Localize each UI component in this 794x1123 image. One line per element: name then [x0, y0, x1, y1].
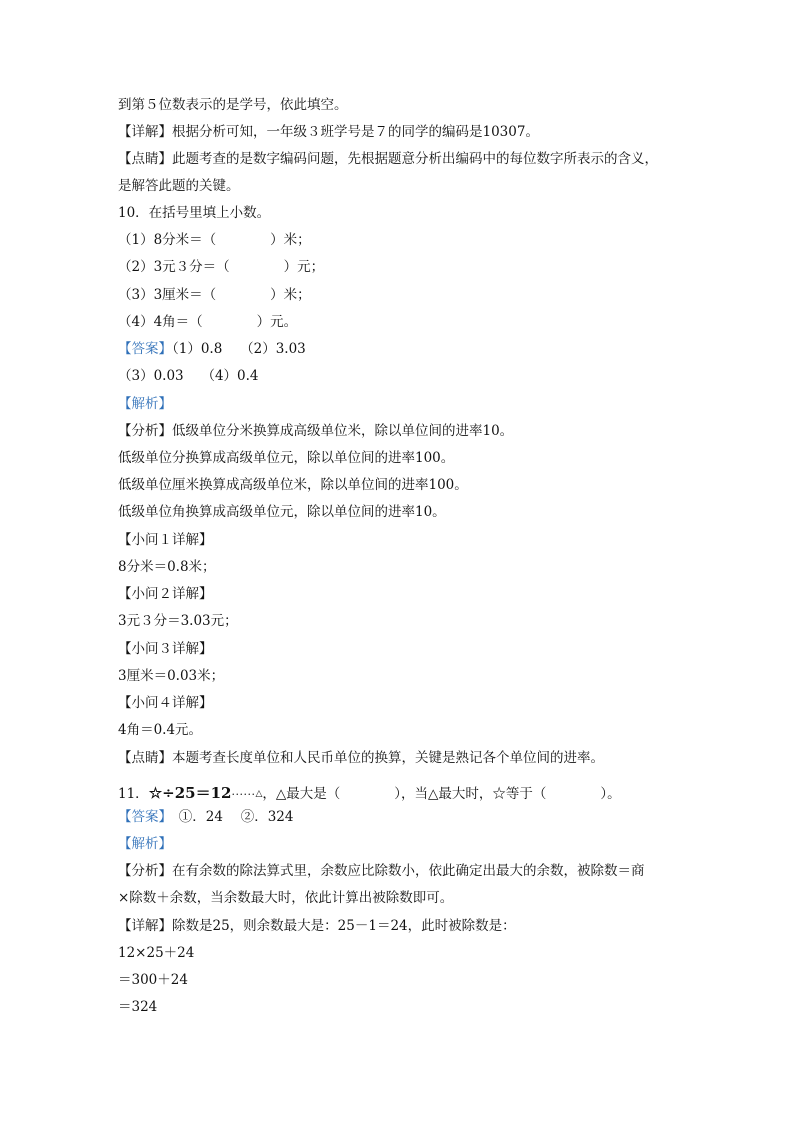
sub-question-1-heading: 【小问１详解】: [118, 532, 213, 548]
question-11-title: [118, 781, 698, 805]
analysis-11-line-1: 【分析】在有余数的除法算式里，余数应比除数小，依此确定出最大的余数，被除数＝商: [118, 863, 645, 879]
key-point-10: 【点睛】本题考查长度单位和人民币单位的换算，关键是熟记各个单位间的进率。: [118, 750, 604, 766]
analysis-line-3: 低级单位厘米换算成高级单位米，除以单位间的进率100。: [118, 477, 468, 493]
answer-line-10b: （3）0.03 （4）0.4: [118, 368, 259, 384]
sub-question-3-heading: 【小问３详解】: [118, 641, 213, 657]
answer-line-11: [118, 805, 698, 829]
sub-question-3-answer: 3厘米＝0.03米；: [118, 668, 225, 684]
question-10-title: 10．在括号里填上小数。: [118, 205, 271, 221]
star-symbol: ☆: [148, 784, 163, 802]
triangle-symbol: △: [255, 789, 263, 799]
sub-question-4-answer: 4角＝0.4元。: [118, 722, 203, 738]
question-11-number: 11．: [118, 786, 149, 802]
question-10-part-2: （2）3元３分＝（ ）元；: [118, 259, 325, 275]
answer-line-10a: [118, 337, 698, 361]
sub-question-4-heading: 【小问４详解】: [118, 695, 213, 711]
detail-explanation-line: 【详解】根据分析可知，一年级３班学号是７的同学的编码是10307。: [118, 124, 539, 140]
analysis-line-4: 低级单位角换算成高级单位元，除以单位间的进率10。: [118, 504, 446, 520]
answer-tag: 【答案】: [118, 341, 172, 357]
analysis-11-line-2: ×除数＋余数，当余数最大时，依此计算出被除数即可。: [118, 890, 454, 906]
question-11-text: ，△最大是（ ），当△最大时，☆等于（ ）。: [262, 786, 621, 802]
calc-step-3: ＝324: [118, 999, 158, 1015]
text-line-1: 到第５位数表示的是学号，依此填空。: [118, 97, 348, 113]
question-10-part-4: （4）4角＝（ ）元。: [118, 314, 298, 330]
analysis-tag-11: 【解析】: [118, 836, 172, 852]
division-expression: ÷25＝12: [162, 784, 232, 802]
analysis-tag-10: 【解析】: [118, 396, 172, 412]
key-point-line-2: 是解答此题的关键。: [118, 178, 240, 194]
sub-question-2-heading: 【小问２详解】: [118, 586, 213, 602]
analysis-line-1: 【分析】低级单位分米换算成高级单位米，除以单位间的进率10。: [118, 423, 514, 439]
calc-step-2: ＝300＋24: [118, 972, 188, 988]
detail-11-line: 【详解】除数是25，则余数最大是：25－1＝24，此时被除数是：: [118, 918, 516, 934]
question-10-part-3: （3）3厘米＝（ ）米；: [118, 287, 311, 303]
remainder-dots: ······: [231, 788, 256, 801]
answer-values-1: （1）0.8 （2）3.03: [172, 341, 306, 357]
answer-tag-11: 【答案】: [118, 809, 166, 825]
analysis-line-2: 低级单位分换算成高级单位元，除以单位间的进率100。: [118, 450, 455, 466]
sub-question-2-answer: 3元３分＝3.03元；: [118, 613, 238, 629]
question-10-part-1: （1）8分米＝（ ）米；: [118, 232, 311, 248]
sub-question-1-answer: 8分米＝0.8米；: [118, 559, 216, 575]
calc-step-1: 12×25＋24: [118, 945, 195, 961]
key-point-line-1: 【点睛】此题考查的是数字编码问题，先根据题意分析出编码中的每位数字所表示的含义，: [118, 151, 658, 167]
answer-values-11: ①．24 ②．324: [165, 809, 294, 825]
